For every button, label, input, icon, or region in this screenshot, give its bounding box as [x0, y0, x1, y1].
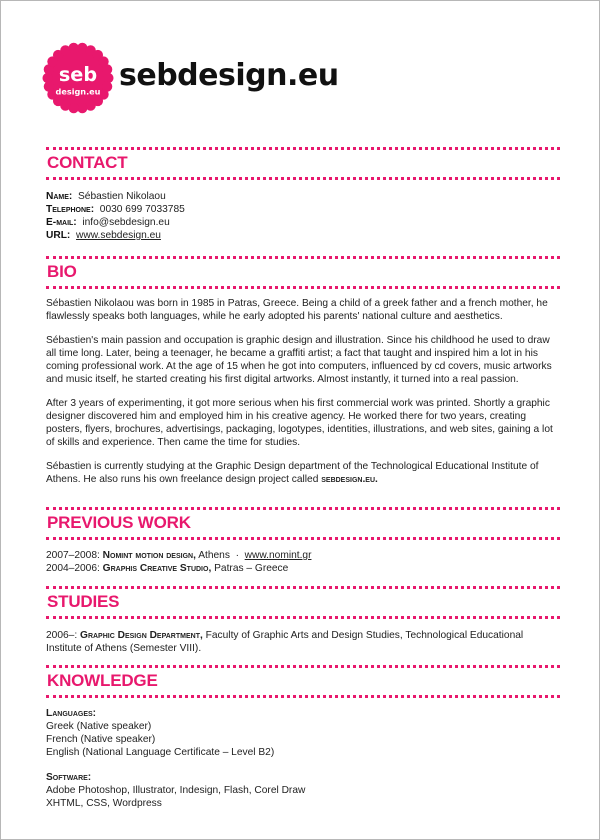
work-link[interactable]: www.nomint.gr	[244, 550, 312, 561]
software-item: XHTML, CSS, Wordpress	[46, 798, 162, 809]
telephone-label: Telephone:	[46, 204, 95, 215]
work-item	[46, 562, 560, 575]
language-item: French (Native speaker)	[46, 734, 156, 745]
software-label: Software:	[46, 772, 92, 783]
work-years: 2004–2006:	[46, 563, 100, 574]
work-company: Graphis Creative Studio,	[102, 563, 212, 574]
divider	[46, 695, 560, 698]
languages-label: Languages:	[46, 708, 97, 719]
knowledge-section	[46, 665, 560, 810]
bio-project-name: sebdesign.eu.	[321, 474, 378, 485]
previous-work-heading: PREVIOUS WORK	[47, 513, 191, 532]
work-company: Nomint motion design,	[102, 550, 196, 561]
bio-heading: BIO	[47, 262, 77, 281]
language-item: Greek (Native speaker)	[46, 721, 152, 732]
previous-work-section	[46, 507, 560, 575]
language-item: English (National Language Certificate – Level B2)	[46, 747, 275, 758]
logo-badge	[41, 41, 115, 115]
studies-years: 2006–:	[46, 630, 78, 641]
divider	[46, 665, 560, 668]
logo-badge-top: seb	[58, 62, 98, 86]
bio-paragraph-1: Sébastien Nikolaou was born in 1985 in Patras, Greece. Being a child of a greek father and a french mother, he flawlessly speaks both languages, while he early adopted his parents' national culture and aesthetics.	[46, 298, 548, 322]
work-years: 2007–2008:	[46, 550, 100, 561]
divider	[46, 177, 560, 180]
name-value: Sébastien Nikolaou	[77, 191, 166, 202]
divider	[46, 286, 560, 289]
bio-paragraph-4-text: Sébastien is currently studying at the Graphic Design department of the Technological Educational Institute of Athens. He also runs his own freelance design project called	[46, 461, 539, 485]
divider	[46, 147, 560, 150]
email-link[interactable]: info@sebdesign.eu	[82, 217, 170, 228]
contact-heading: CONTACT	[47, 153, 128, 172]
divider	[46, 586, 560, 589]
name-label: Name:	[46, 191, 73, 202]
divider	[46, 256, 560, 259]
bio-paragraph-4	[46, 460, 560, 486]
contact-section	[46, 147, 560, 242]
logo-badge-bottom: design.eu	[55, 86, 101, 97]
telephone-value: 0030 699 7033785	[99, 204, 185, 215]
divider	[46, 616, 560, 619]
url-label: URL:	[46, 230, 71, 241]
software-item: Adobe Photoshop, Illustrator, Indesign, Flash, Corel Draw	[46, 785, 306, 796]
studies-details: Faculty of Graphic Arts and Design Studies, Technological Educational Institute of Athens (Semester VIII).	[46, 630, 524, 654]
bio-paragraph-3: After 3 years of experimenting, it got more serious when his first commercial work was printed. Shortly a graphic designer discovered him and employed him in his creative agency. He worked there for two years, creating posters, flyers, brochures, advertisings, packaging, logotypes, identities, illustrations, and web sites, gaining a lot of skills and experience. Then came the time for studies.	[46, 398, 553, 448]
brand-name: sebdesign.eu	[119, 57, 339, 93]
badge-scallop	[102, 64, 112, 74]
work-place: Patras – Greece	[214, 563, 289, 574]
studies-section	[46, 586, 560, 655]
work-separator: ·	[235, 550, 239, 561]
knowledge-heading: KNOWLEDGE	[47, 671, 158, 690]
bio-section	[46, 256, 560, 486]
studies-heading: STUDIES	[47, 592, 120, 611]
work-place: Athens	[198, 550, 230, 561]
email-label: E-mail:	[46, 217, 77, 228]
work-item	[46, 549, 560, 562]
studies-department: Graphic Design Department,	[80, 630, 203, 641]
divider	[46, 507, 560, 510]
divider	[46, 537, 560, 540]
bio-paragraph-2: Sébastien's main passion and occupation is graphic design and illustration. Since his childhood he used to draw all time long. Later, being a teenager, he became a graffiti artist; a fact that taught and inspired him a lot in his coming professional work. At the age of 15 when he got into computers, influenced by cd covers, music artworks and music itself, he started creating his first digital artworks. Almost instantly, it turned into a real passion.	[46, 335, 552, 385]
logo	[41, 41, 339, 115]
website-link[interactable]: www.sebdesign.eu	[76, 230, 161, 241]
